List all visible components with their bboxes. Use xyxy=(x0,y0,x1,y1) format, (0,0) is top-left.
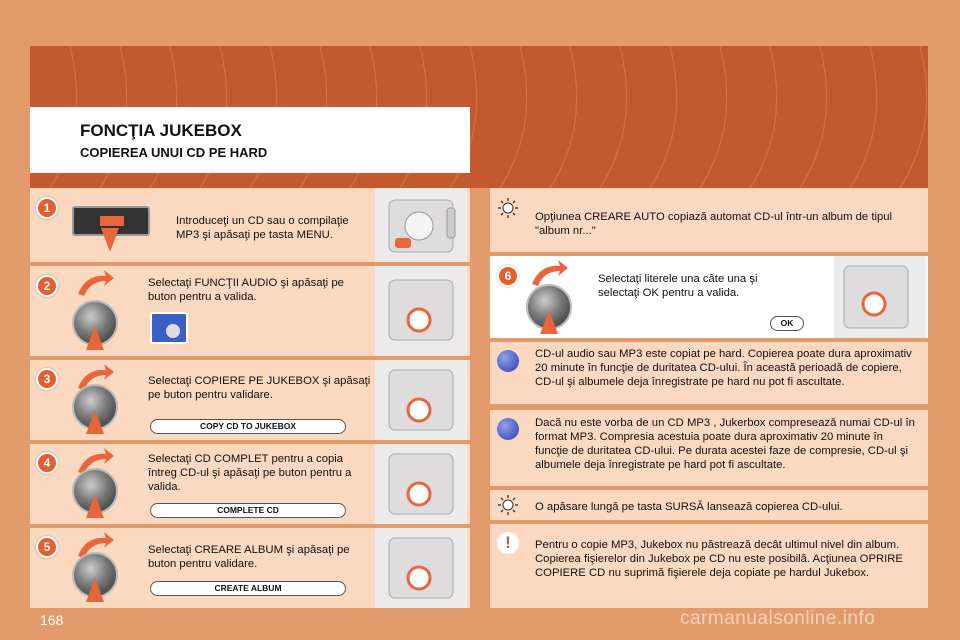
ok-button[interactable]: OK xyxy=(770,316,804,331)
create-album-button[interactable]: CREATE ALBUM xyxy=(150,581,346,596)
step-4-badge: 4 xyxy=(36,452,58,474)
insert-arrow-icon xyxy=(101,228,119,252)
auto-tip-text: Opţiunea CREARE AUTO copiază automat CD-ul într-un album de tipul "album nr..." xyxy=(535,211,893,237)
tip-bulb-icon xyxy=(497,197,519,219)
source-tip-text: O apăsare lungă pe tasta SURSĂ lansează copierea CD-ului. xyxy=(535,501,843,513)
info-text-1: CD-ul audio sau MP3 este copiat pe hard. Copierea poate dura aproximativ 20 minute în funcţie de duritatea CD-ului. În această perioadă de copiere, CD-ul şi albumele deja înregistrate pe hard nu pot fi ascultate. xyxy=(535,348,912,388)
radio-panel-5 xyxy=(375,528,467,608)
radio-panel-6 xyxy=(834,256,926,338)
info-text-2: Dacă nu este vorba de un CD MP3 , Jukerbox compresează numai CD-ul în format MP3. Compresia acestuia poate dura aproximativ 20 minute în funcţie de duritatea CD-ului. Pe durata acestei faze de compresie, CD-ul şi albumele deja înregistrate pe hard pot fi ascultate. xyxy=(535,417,915,471)
step-4-text: Selectaţi CD COMPLET pentru a copia întreg CD-ul şi apăsaţi pe buton pentru a valida. xyxy=(148,453,352,493)
page-subtitle: COPIEREA UNUI CD PE HARD xyxy=(80,145,268,160)
press-arrow-icon xyxy=(86,326,104,350)
press-arrow-icon xyxy=(86,578,104,602)
press-arrow-icon xyxy=(540,310,558,334)
radio-panel-4 xyxy=(375,444,467,524)
copy-cd-to-jukebox-button[interactable]: COPY CD TO JUKEBOX xyxy=(150,419,346,434)
warning-icon: ! xyxy=(497,532,519,554)
warning-text: Pentru o copie MP3, Jukebox nu păstrează decât ultimul nivel din album. Copierea fişierelor din Jukebox pe CD nu este posibilă. Acţiunea OPRIRE COPIERE CD nu suprimă fişierele deja copiate pe hardul Jukebox. xyxy=(535,539,903,579)
audio-functions-icon xyxy=(150,312,188,344)
turn-arrow-icon xyxy=(76,268,116,298)
step-6-badge: 6 xyxy=(497,265,519,287)
page-number: 168 xyxy=(40,612,64,628)
radio-panel-2 xyxy=(375,266,467,356)
press-arrow-icon xyxy=(86,410,104,434)
step-5-text: Selectaţi CREARE ALBUM şi apăsaţi pe buton pentru validare. xyxy=(148,544,350,570)
step-2-badge: 2 xyxy=(36,275,58,297)
step-6-text: Selectaţi literele una câte una şi selectaţi OK pentru a valida. xyxy=(598,273,758,299)
complete-cd-button[interactable]: COMPLETE CD xyxy=(150,503,346,518)
step-1-badge: 1 xyxy=(36,197,58,219)
watermark: carmanualsonline.info xyxy=(680,608,876,629)
info-icon xyxy=(497,418,519,440)
press-arrow-icon xyxy=(86,494,104,518)
step-3-badge: 3 xyxy=(36,368,58,390)
step-3-text: Selectaţi COPIERE PE JUKEBOX şi apăsaţi pe buton pentru validare. xyxy=(148,375,371,401)
radio-panel-1 xyxy=(375,188,467,262)
radio-panel-3 xyxy=(375,360,467,440)
step-1-text: Introduceţi un CD sau o compilaţie MP3 şi apăsaţi pe tasta MENU. xyxy=(176,215,349,241)
page-title: FONCŢIA JUKEBOX xyxy=(80,121,242,140)
tip-bulb-icon xyxy=(497,494,519,516)
info-icon xyxy=(497,350,519,372)
step-2-text: Selectaţi FUNCŢII AUDIO şi apăsaţi pe buton pentru a valida. xyxy=(148,277,344,303)
step-5-badge: 5 xyxy=(36,536,58,558)
